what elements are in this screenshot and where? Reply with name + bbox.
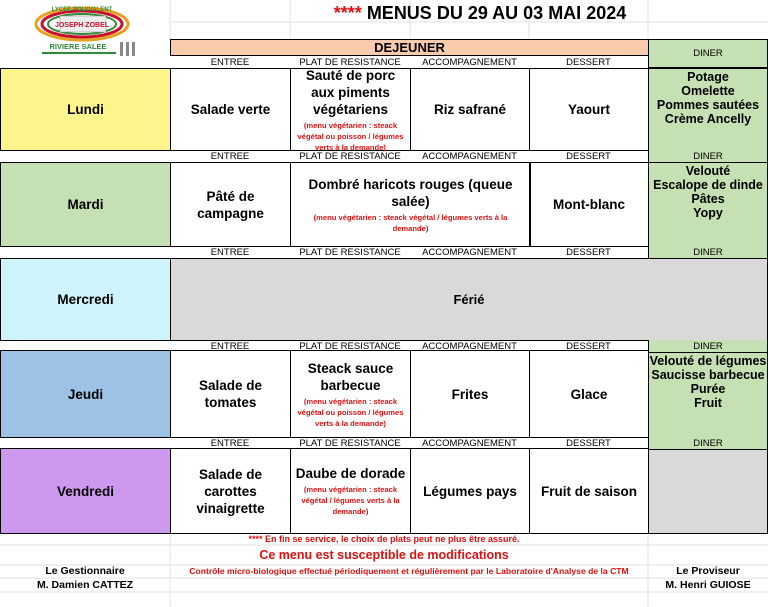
diner-item: Pommes sautées xyxy=(656,98,760,112)
diner-item: Omelette xyxy=(681,84,735,98)
footer-note-controle: Contrôle micro-biologique effectué périodiquement et régulièrement par le Laboratoire d'Analyse de la CTM xyxy=(189,566,629,576)
column-header-accompagnement: ACCOMPAGNEMENT xyxy=(422,150,517,162)
dessert-cell: Yaourt xyxy=(529,68,649,151)
logo-top-text: LYCEE POLYVALENT xyxy=(51,7,113,13)
diner-cell xyxy=(648,68,768,151)
plat-vegetarian-note: (menu végétarien : steack végétal ou poisson / légumes verts à la demande) xyxy=(297,120,404,152)
footer-left-name: M. Damien CATTEZ xyxy=(36,579,134,591)
plat-vegetarian-note: (menu végétarien : steack végétal ou poisson / légumes verts à la demande) xyxy=(297,396,404,428)
column-header-plat: PLAT DE RESISTANCE xyxy=(299,437,401,449)
accompagnement-cell: Riz safrané xyxy=(410,68,530,151)
footer-note-service: **** En fin se service, le choix de plats peut ne plus être assuré. xyxy=(248,534,520,544)
ferie-cell: Férié xyxy=(170,258,768,341)
column-header-plat: PLAT DE RESISTANCE xyxy=(299,56,401,68)
day-name-jeudi: Jeudi xyxy=(0,350,171,438)
column-header-accompagnement: ACCOMPAGNEMENT xyxy=(422,340,517,352)
plat-vegetarian-note: (menu végétarien : steack végétal / légumes verts à la demande) xyxy=(301,485,400,516)
entree-cell: Pâté de campagne xyxy=(170,162,291,247)
dejeuner-header: DEJEUNER xyxy=(170,39,649,56)
column-header-dessert: DESSERT xyxy=(566,246,611,258)
plat-vegetarian-note: (menu végétarien : steack végétal / légumes verts à la demande) xyxy=(313,212,508,233)
column-header-dessert: DESSERT xyxy=(566,437,611,449)
title-text: MENUS DU 29 AU 03 MAI 2024 xyxy=(366,3,627,23)
accompagnement-cell: Frites xyxy=(410,350,530,438)
title-stars: **** xyxy=(333,3,362,23)
diner-cell xyxy=(648,449,768,534)
footer-right-name: M. Henri GUIOSE xyxy=(665,579,751,591)
column-header-diner: DINER xyxy=(648,246,768,258)
school-logo xyxy=(20,2,150,60)
entree-cell: Salade de tomates xyxy=(170,350,291,438)
diner-item: Velouté de légumes xyxy=(649,354,767,368)
logo-bottom-text: RIVIERE SALEE xyxy=(49,42,107,51)
footer-right-role: Le Proviseur xyxy=(676,565,740,577)
column-header-accompagnement: ACCOMPAGNEMENT xyxy=(422,437,517,449)
diner-item: Escalope de dinde xyxy=(653,178,763,192)
diner-cell xyxy=(648,352,768,438)
entree-cell: Salade de carottes vinaigrette xyxy=(170,448,291,534)
column-header-plat: PLAT DE RESISTANCE xyxy=(299,340,401,352)
column-header-diner: DINER xyxy=(648,437,768,449)
day-name-lundi: Lundi xyxy=(0,68,171,151)
diner-item: Purée xyxy=(690,382,726,396)
day-name-mercredi: Mercredi xyxy=(0,258,171,341)
column-header-accompagnement: ACCOMPAGNEMENT xyxy=(422,246,517,258)
plat-cell xyxy=(290,350,411,438)
column-header-plat: PLAT DE RESISTANCE xyxy=(299,246,401,258)
diner-item: Velouté xyxy=(685,164,731,178)
plat-name: Sauté de porc aux piments végétariens xyxy=(305,67,396,117)
entree-cell: Salade verte xyxy=(170,68,291,151)
column-header-entree: ENTREE xyxy=(210,340,250,352)
footer-note-modifications: Ce menu est susceptible de modifications xyxy=(259,548,509,562)
plat-cell xyxy=(290,162,531,247)
column-header-dessert: DESSERT xyxy=(566,340,611,352)
column-header-diner: DINER xyxy=(648,340,768,352)
diner-item: Pâtes xyxy=(691,192,725,206)
column-header-dessert: DESSERT xyxy=(566,56,611,68)
column-header-dessert: DESSERT xyxy=(566,150,611,162)
plat-cell xyxy=(290,68,411,151)
diner-item: Potage xyxy=(687,70,729,84)
diner-item: Crème Ancelly xyxy=(664,112,752,126)
column-header-plat: PLAT DE RESISTANCE xyxy=(299,150,401,162)
column-header-entree: ENTREE xyxy=(210,150,250,162)
day-name-vendredi: Vendredi xyxy=(0,448,171,534)
plat-name: Dombré haricots rouges (queue salée) xyxy=(308,176,513,209)
column-header-accompagnement: ACCOMPAGNEMENT xyxy=(422,56,517,68)
diner-cell xyxy=(648,162,768,247)
dessert-cell: Fruit de saison xyxy=(529,448,649,534)
plat-name: Steack sauce barbecue xyxy=(307,360,394,393)
diner-item: Fruit xyxy=(694,396,722,410)
dessert-cell: Mont-blanc xyxy=(529,162,649,247)
accompagnement-cell: Légumes pays xyxy=(410,448,530,534)
page-title xyxy=(290,3,670,23)
plat-name: Daube de dorade xyxy=(295,466,406,481)
logo-middle-text: JOSEPH ZOBEL xyxy=(54,22,110,29)
diner-item: Saucisse barbecue xyxy=(651,368,765,382)
plat-cell xyxy=(290,448,411,534)
dessert-cell: Glace xyxy=(529,350,649,438)
column-header-entree: ENTREE xyxy=(210,437,250,449)
diner-item: Yopy xyxy=(693,206,723,220)
diner-header-top: DINER xyxy=(648,39,768,68)
footer-left-role: Le Gestionnaire xyxy=(45,565,125,577)
day-name-mardi: Mardi xyxy=(0,162,171,247)
column-header-diner: DINER xyxy=(648,150,768,162)
column-header-entree: ENTREE xyxy=(210,56,250,68)
column-header-entree: ENTREE xyxy=(210,246,250,258)
